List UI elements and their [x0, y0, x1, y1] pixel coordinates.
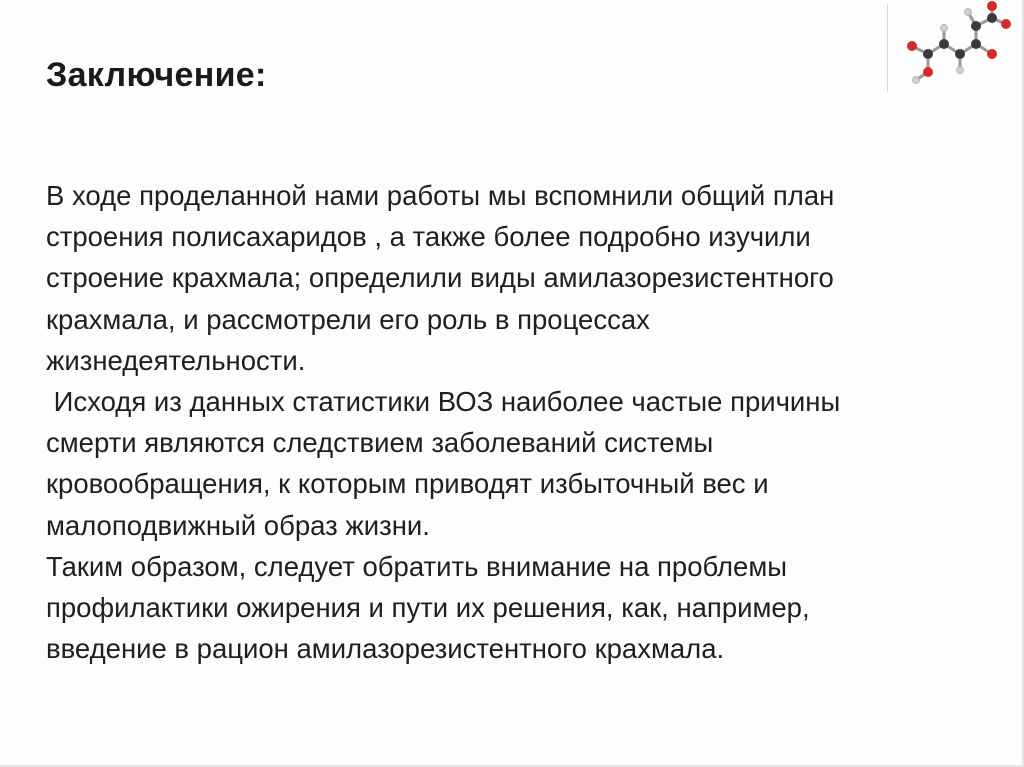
hydrogen-atom	[941, 25, 948, 32]
oxygen-atom	[907, 41, 917, 51]
carbon-atom	[955, 49, 965, 59]
carbon-atom	[987, 13, 997, 23]
paragraph-line: смерти являются следствием заболеваний системы	[46, 427, 714, 459]
carbon-atom	[923, 49, 933, 59]
paragraph-line: строение крахмала; определили виды амилазорезистентного	[46, 262, 834, 294]
hydrogen-atom	[957, 67, 964, 74]
hydrogen-atom	[913, 77, 920, 84]
paragraph-line: кровообращения, к которым приводят избыточный вес и	[46, 468, 769, 500]
oxygen-atom	[987, 49, 997, 59]
paragraph-line: малоподвижный образ жизни.	[46, 509, 430, 541]
paragraph-line: крахмала, и рассмотрели его роль в процессах	[46, 303, 650, 335]
paragraph-line: Исходя из данных статистики ВОЗ наиболее частые причины	[46, 386, 841, 418]
carbon-atom	[939, 39, 949, 49]
carbon-atom	[971, 21, 981, 31]
paragraph-line: Таким образом, следует обратить внимание на проблемы	[46, 550, 788, 582]
paragraph-line: строения полисахаридов , а также более подробно изучили	[46, 221, 811, 253]
oxygen-atom	[1001, 19, 1011, 29]
paragraph-line: В ходе проделанной нами работы мы вспомнили общий план	[46, 180, 835, 211]
paragraph-line: введение в рацион амилазорезистентного крахмала.	[46, 633, 725, 665]
oxygen-atom	[923, 67, 933, 77]
paragraph-line: жизнедеятельности.	[46, 344, 306, 376]
slide-title: Заключение:	[46, 56, 267, 94]
hydrogen-atom	[965, 9, 972, 16]
oxygen-atom	[987, 1, 997, 11]
molecule-ball-and-stick-icon	[888, 0, 1024, 94]
carbon-atom	[971, 39, 981, 49]
conclusion-paragraph	[46, 175, 976, 669]
paragraph-line: профилактики ожирения и пути их решения, как, например,	[46, 592, 810, 624]
